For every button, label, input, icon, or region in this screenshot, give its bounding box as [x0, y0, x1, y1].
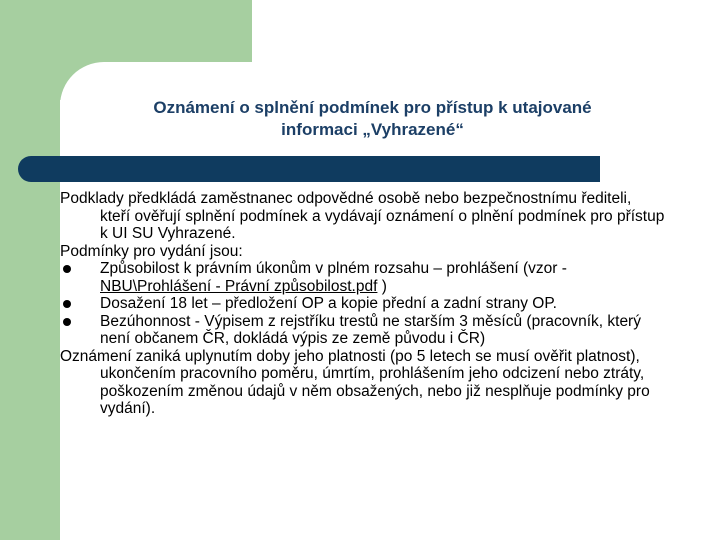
bullet-item-integrity [60, 313, 665, 348]
bullet-dot-icon [63, 318, 71, 326]
closing-paragraph: Oznámení zaniká uplynutím doby jeho platnosti (po 5 letech se musí ověřit platnost), ukončením pracovního poměru, úmrtím, prohlášením jeho odcizení nebo ztráty, poškozením změnou údajů v něm obsažených, nebo již nesplňuje podmínky pro vydání). [60, 347, 650, 417]
bullet-text: Dosažení 18 let – předložení OP a kopie přední a zadní strany OP. [100, 295, 557, 312]
bullet-dot-icon [63, 300, 71, 308]
slide-title [100, 97, 645, 141]
slide-content [60, 190, 665, 418]
declaration-pdf-link[interactable]: NBU\Prohlášení - Právní způsobilost.pdf [100, 277, 378, 295]
title-divider-bar [18, 156, 600, 182]
bullet-text-after: ) [377, 277, 387, 295]
bullet-text: Bezúhonnost - Výpisem z rejstříku trestů ne starším 3 měsíců (pracovník, který není občanem ČR, dokládá výpis ze země původu i ČR) [100, 312, 641, 347]
bullet-text: Způsobilost k právním úkonům v plném rozsahu – prohlášení (vzor - [100, 260, 567, 277]
conditions-heading: Podmínky pro vydání jsou: [60, 242, 243, 260]
bullet-item-age [60, 295, 665, 313]
title-line-1: Oznámení o splnění podmínek pro přístup k utajované [153, 98, 592, 117]
bullet-dot-icon [63, 265, 71, 273]
bullet-item-capacity [60, 260, 665, 295]
title-line-2: informaci „Vyhrazené“ [281, 120, 464, 139]
intro-paragraph: Podklady předkládá zaměstnanec odpovědné osobě nebo bezpečnostnímu řediteli, kteří ověřují splnění podmínek a vydávají oznámení o plnění podmínek pro přístup k UI SU Vyhrazené. [60, 190, 665, 242]
